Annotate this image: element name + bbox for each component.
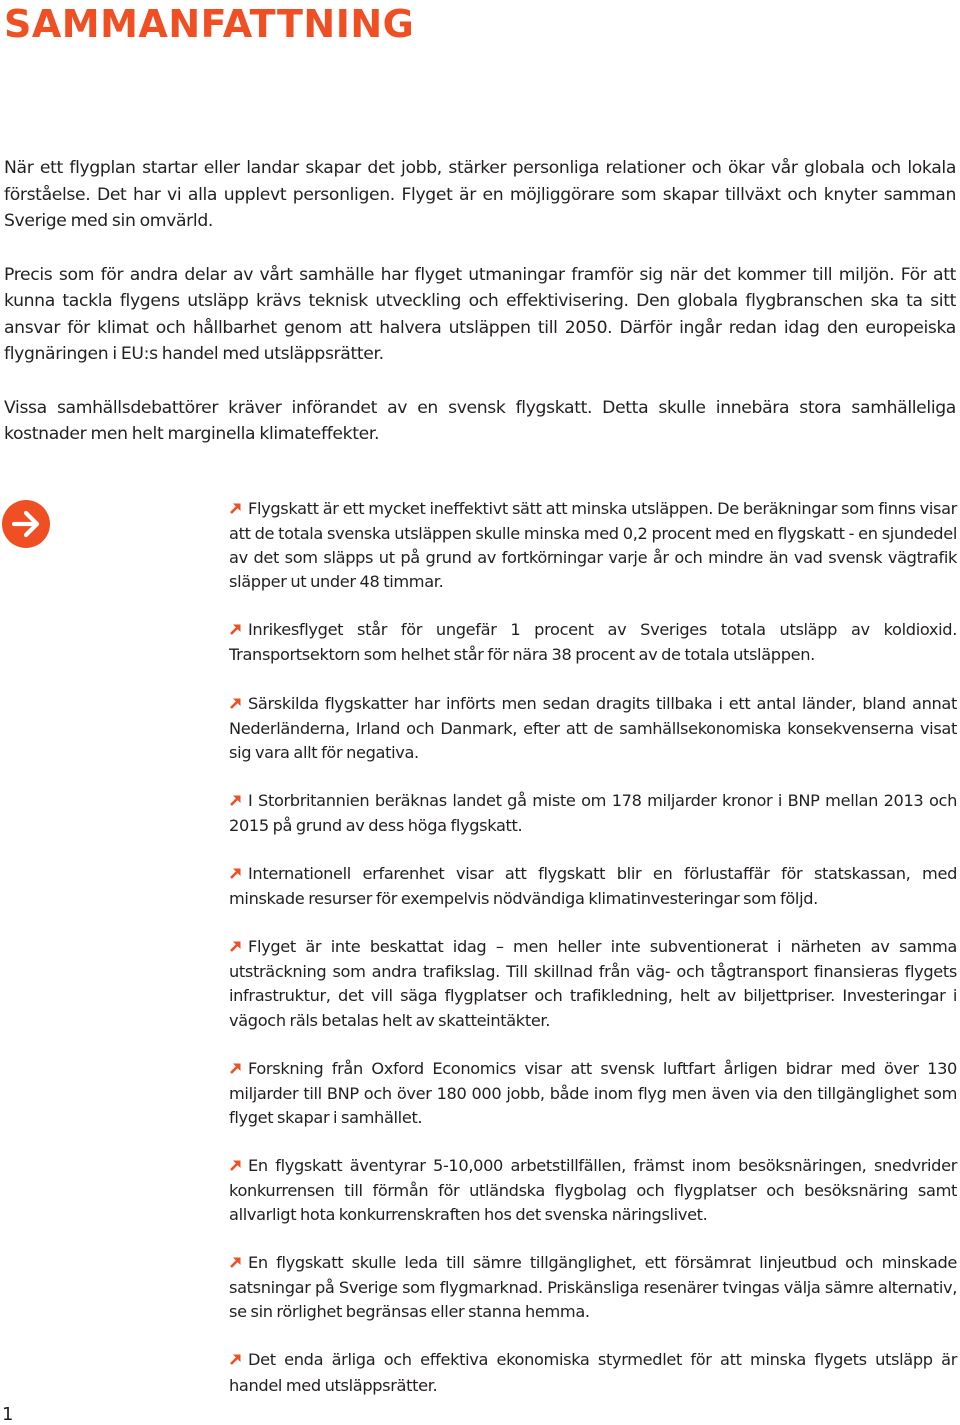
arrow-up-right-icon xyxy=(229,936,242,960)
arrow-up-right-icon xyxy=(229,693,242,717)
list-item xyxy=(229,1348,957,1397)
list-item-text: Inrikesflyget står för ungefär 1 procent av Sveriges totala utsläpp av koldioxid. Transportsektorn som helhet står för nära 38 procent av de totala utsläppen. xyxy=(229,620,957,665)
list-item xyxy=(229,497,957,594)
list-item xyxy=(229,862,957,911)
arrow-up-right-icon xyxy=(229,619,242,643)
list-item-text: Det enda ärliga och effektiva ekonomiska styrmedlet för att minska flygets utsläpp är handel med utsläppsrätter. xyxy=(229,1350,957,1395)
intro-paragraph: Precis som för andra delar av vårt samhälle har flyget utmaningar framför sig när det kommer till miljön. För att kunna tackla flygens utsläpp krävs teknisk utveckling och effektivisering. Den globala flygbranschen ska ta sitt ansvar för klimat och hållbarhet genom att halvera utsläppen till 2050. Därför ingår redan idag den europeiska flygnäringen i EU:s handel med utsläppsrätter. xyxy=(4,264,956,364)
arrow-up-right-icon xyxy=(229,790,242,814)
list-item xyxy=(229,692,957,765)
list-item xyxy=(229,1251,957,1324)
arrow-up-right-icon xyxy=(229,1252,242,1276)
key-points-list xyxy=(229,497,957,1422)
list-item-text: En flygskatt skulle leda till sämre tillgänglighet, ett försämrat linjeutbud och minskade satsningar på Sverige som flygmarknad. Priskänsliga resenärer tvingas välja sämre alternativ, se sin rörlighet begränsas eller stanna hemma. xyxy=(229,1253,957,1322)
arrow-up-right-icon xyxy=(229,1058,242,1082)
list-item xyxy=(229,1057,957,1130)
intro-paragraph: Vissa samhällsdebattörer kräver införandet av en svensk flygskatt. Detta skulle innebära stora samhälleliga kostnader men helt marginella klimateffekter. xyxy=(4,397,956,444)
list-item xyxy=(229,618,957,667)
arrow-up-right-icon xyxy=(229,1349,242,1373)
list-item-text: Flygskatt är ett mycket ineffektivt sätt att minska utsläppen. De beräkningar som finns visar att de totala svenska utsläppen skulle minska med 0,2 procent med en flygskatt - en sjundedel av det som släpps ut på grund av fortkörningar varje år och mindre än vad svensk vägtrafik släpper ut under 48 timmar. xyxy=(229,499,957,592)
list-item-text: I Storbritannien beräknas landet gå miste om 178 miljarder kronor i BNP mellan 2013 och 2015 på grund av dess höga flygskatt. xyxy=(229,790,957,835)
list-item-text: Forskning från Oxford Economics visar att svensk luftfart årligen bidrar med över 130 miljarder till BNP och över 180 000 jobb, både inom flyg men även via den tillgänglighet som flyget skapar i samhället. xyxy=(229,1058,957,1127)
intro-section xyxy=(4,155,956,475)
arrow-up-right-icon xyxy=(229,1155,242,1179)
list-item-text: En flygskatt äventyrar 5-10,000 arbetstillfällen, främst inom besöksnäringen, snedvrider konkurrensen till förmån för utländska flygbolag och flygplatser och besöksnäring samt allvarligt hota konkurrenskraften hos det svenska näringslivet. xyxy=(229,1155,957,1225)
list-item-text: Internationell erfarenhet visar att flygskatt blir en förlustaffär för statskassan, med minskade resurser för exempelvis nödvändiga klimatinvesteringar som följd. xyxy=(229,864,957,909)
arrow-up-right-icon xyxy=(229,498,242,522)
page-number: 1 xyxy=(2,1404,14,1425)
intro-paragraph: När ett flygplan startar eller landar skapar det jobb, stärker personliga relationer och ökar vår globala och lokala förståelse. Det har vi alla upplevt personligen. Flyget är en möjliggörare som skapar tillväxt och knyter samman Sverige med sin omvärld. xyxy=(4,158,956,231)
arrow-up-right-icon xyxy=(229,863,242,887)
arrow-right-circle-icon xyxy=(2,500,50,548)
list-item xyxy=(229,935,957,1032)
list-item xyxy=(229,789,957,838)
list-item xyxy=(229,1154,957,1227)
list-item-text: Flyget är inte beskattat idag – men heller inte subventionerat i närheten av samma utsträckning som andra trafikslag. Till skillnad från väg- och tågtransport finansieras flygets infrastruktur, det vill säga flygplatser och trafikledning, helt av biljettpriser. Investeringar i vägoch räls betalas helt av skatteintäkter. xyxy=(229,937,957,1030)
page-title: SAMMANFATTNING xyxy=(4,2,415,46)
list-item-text: Särskilda flygskatter har införts men sedan dragits tillbaka i ett antal länder, bland annat Nederländerna, Irland och Danmark, efter att de samhällsekonomiska konsekvenserna visat sig vara allt för negativa. xyxy=(229,693,957,762)
